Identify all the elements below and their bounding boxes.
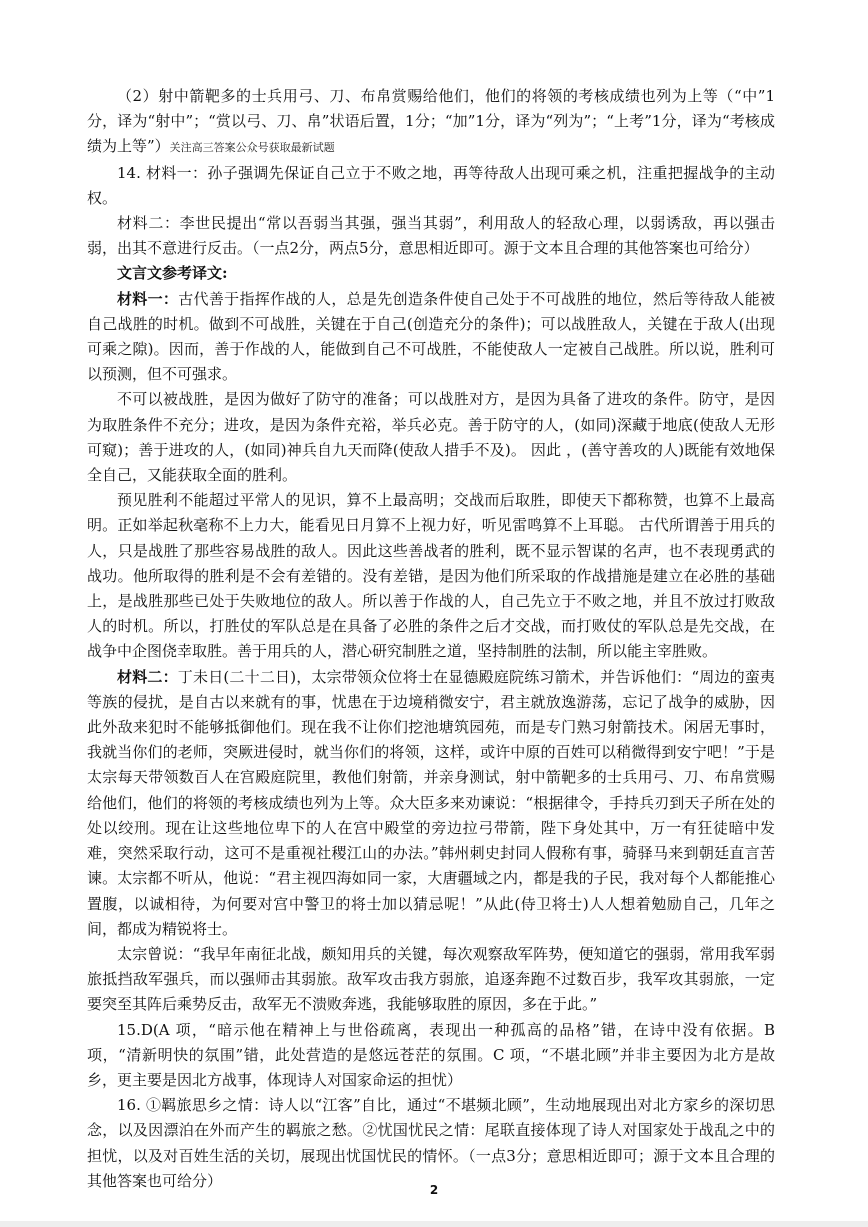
material-1-paragraph-3: 预见胜利不能超过平常人的见识，算不上最高明；交战而后取胜，即使天下都称赞，也算不上最高明。正如举起秋毫称不上力大，能看见日月算不上视力好，听见雷鸣算不上耳聪。 古代所谓善于用兵的人，只是战胜了那些容易战胜的敌人。因此这些善战者的胜利，既不显示智谋的名声，也不表现勇武的战功。他所取得的胜利是不会有差错的。没有差错，是因为他们所采取的作战措施是建立在必胜的基础上，是战胜那些已处于失败地位的敌人。所以善于作战的人，自己先立于不败之地，并且不放过打败敌人的时机。所以，打胜仗的军队总是在具备了必胜的条件之后才交战，而打败仗的军队总是先交战，在战争中企图侥幸取胜。善于用兵的人，潜心研究制胜之道，坚持制胜的法制，所以能主宰胜败。: [87, 491, 775, 661]
material-2-paragraph-1-text: 丁未日(二十二日)，太宗带领众位将士在显德殿庭院练习箭术，并告诉他们：“周边的蛮夷等族的侵扰，是自古以来就有的事，忧患在于边境稍微安宁，君主就放逸游荡，忘记了战争的威胁，因此外敌来犯时不能够抵御他们。现在我不让你们挖池塘筑园苑，而是专门熟习射箭技术。闲居无事时，我就当你们的老师，突厥进侵时，就当你们的将领，这样，或许中原的百姓可以稍微得到安宁吧！”于是太宗每天带领数百人在宫殿庭院里，教他们射箭，并亲身测试，射中箭靶多的士兵用弓、刀、布帛赏赐给他们，他们的将领的考核成绩也列为上等。众大臣多来劝谏说：“根据律令，手持兵刃到天子所在处的处以绞刑。现在让这些地位卑下的人在宫中殿堂的旁边拉弓带箭，陛下身处其中，万一有狂徒暗中发难，突然采取行动，这可不是重视社稷江山的办法。”韩州刺史封同人假称有事，骑驿马来到朝廷直言苦谏。太宗都不听从，他说：“君主视四海如同一家，大唐疆域之内，都是我的子民，我对每个人都能推心置腹，以诚相待，为何要对宫中警卫的将士加以猜忌呢！”从此(侍卫将士)人人想着勉励自己，几年之间，都成为精锐将士。: [87, 667, 775, 938]
material-2-paragraph-1: [87, 665, 775, 942]
material-1-paragraph-2: 不可以被战胜，是因为做好了防守的准备；可以战胜对方，是因为具备了进攻的条件。防守，是因为取胜条件不充分；进攻，是因为条件充裕，举兵必克。善于防守的人，(如同)深藏于地底(使敌人无形可窥)；善于进攻的人，(如同)神兵自九天而降(使敌人措手不及)。 因此 ，(善守善攻的人)既能有效地保全自己，又能获取全面的胜利。: [87, 390, 775, 485]
material-1-paragraph-1: [87, 287, 775, 388]
answer-13-2-paragraph: [87, 84, 775, 161]
answer-14-material-2: 材料二：李世民提出“常以吾弱当其强，强当其弱”，利用敌人的轻敌心理，以弱诱敌，再以强击弱，出其不意进行反击。（一点2分，两点5分，意思相近即可。源于文本且合理的其他答案也可给分）: [87, 214, 775, 258]
material-2-paragraph-2: 太宗曾说：“我早年南征北战，颇知用兵的关键，每次观察敌军阵势，便知道它的强弱，常用我军弱旅抵挡敌军强兵，而以强师击其弱旅。敌军攻击我方弱旅，追逐奔跑不过数百步，我军攻其弱旅，一定要突至其阵后乘势反击，敌军无不溃败奔逃，我能够取胜的原因，多在于此。”: [87, 944, 775, 1014]
material-1-label: 材料一：: [117, 289, 179, 308]
material-1-paragraph-1-text: 古代善于指挥作战的人，总是先创造条件使自己处于不可战胜的地位，然后等待敌人能被自己战胜的时机。做到不可战胜，关键在于自己(创造充分的条件)；可以战胜敌人，关键在于敌人(出现可乘之隙)。因而，善于作战的人，能做到自己不可战胜，不能使敌人一定被自己战胜。所以说，胜利可以预测，但不可强求。: [87, 289, 775, 384]
answer-15: 15.D(A 项，“暗示他在精神上与世俗疏离，表现出一种孤高的品格”错，在诗中没有依据。B 项，“清新明快的氛围”错，此处营造的是悠远苍茫的氛围。C 项，“不堪北顾”并非主要因为北方是故乡，更主要是因北方战事，体现诗人对国家命运的担忧）: [87, 1020, 775, 1089]
watermark-text: 关注高三答案公众号获取最新试题: [169, 141, 335, 155]
answer-14-material-1: 14. 材料一：孙子强调先保证自己立于不败之地，再等待敌人出现可乘之机，注重把握战争的主动权。: [87, 163, 775, 207]
material-2-label: 材料二：: [117, 667, 178, 686]
page-number: 2: [429, 1183, 439, 1197]
answer-16: 16. ①羁旅思乡之情：诗人以“江客”自比，通过“不堪频北顾”，生动地展现出对北方家乡的深切思念，以及因漂泊在外而产生的羁旅之愁。②忧国忧民之情：尾联直接体现了诗人对国家处于战乱之中的担忧，以及对百姓生活的关切，展现出忧国忧民的情怀。（一点3分；意思相近即可；源于文本且合理的其他答案也可给分）: [87, 1096, 775, 1190]
translation-heading: 文言文参考译文:: [117, 264, 228, 283]
page-bottom-edge: [0, 1221, 868, 1227]
document-body: [87, 84, 775, 1194]
answer-13-2-text: （2）射中箭靶多的士兵用弓、刀、布帛赏赐给他们，他们的将领的考核成绩也列为上等（“中”1分，译为“射中”；“赏以弓、刀、帛”状语后置，1分；“加”1分，译为“列为”；“上考”1分，译为“考核成绩为上等”）: [87, 87, 775, 156]
